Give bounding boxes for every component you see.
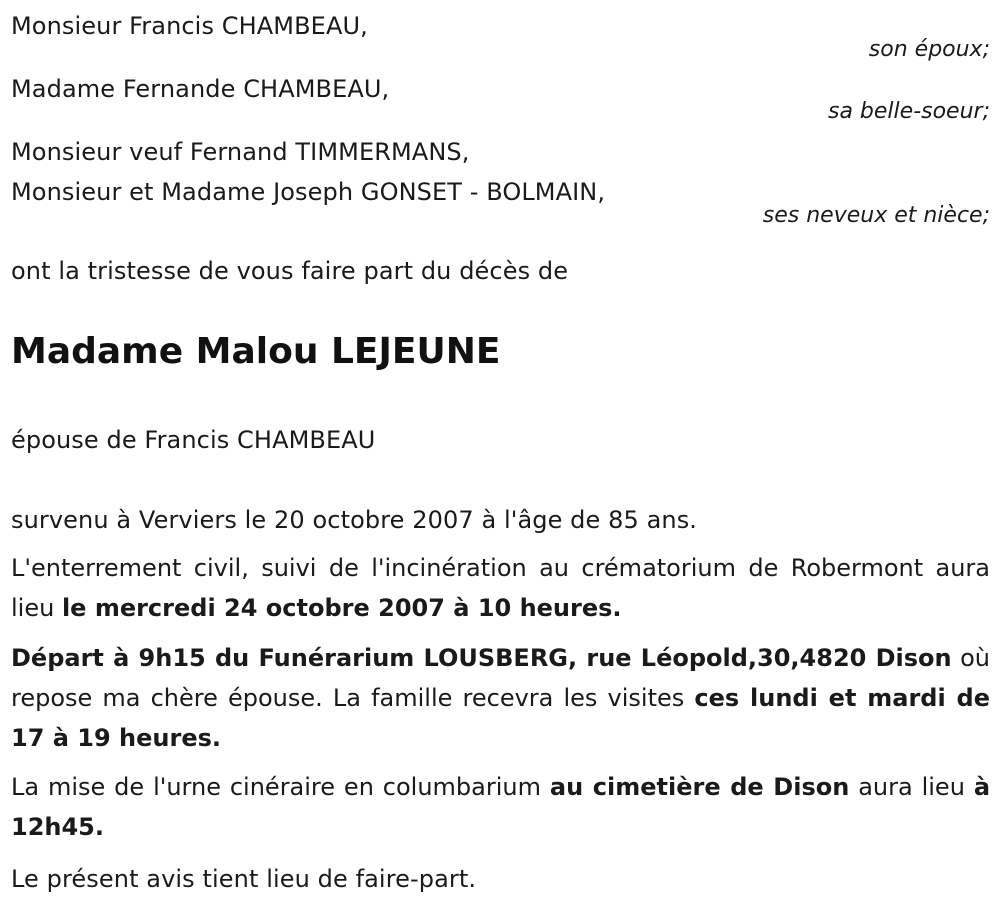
- family-member-line: Monsieur et Madame Joseph GONSET - BOLMAIN,: [11, 178, 606, 206]
- death-details: survenu à Verviers le 20 octobre 2007 à l'âge de 85 ans.: [11, 506, 698, 534]
- urn-text: La mise de l'urne cinéraire en columbarium: [11, 773, 550, 801]
- funeral-date: le mercredi 24 octobre 2007 à 10 heures.: [61, 594, 622, 622]
- family-relation: ses neveux et nièce;: [762, 203, 990, 228]
- family-member-line: Monsieur veuf Fernand TIMMERMANS,: [11, 138, 470, 166]
- spouse-line: épouse de Francis CHAMBEAU: [11, 426, 376, 454]
- urn-paragraph: [11, 767, 990, 847]
- departure-paragraph: [11, 638, 990, 758]
- departure-location: Départ à 9h15 du Funérarium LOUSBERG, rue Léopold,30,4820 Dison: [11, 644, 952, 672]
- urn-location: au cimetière de Dison: [549, 773, 850, 801]
- family-member-line: Madame Fernande CHAMBEAU,: [11, 75, 390, 103]
- family-relation: son époux;: [868, 37, 990, 62]
- urn-time: à 12h45.: [11, 773, 991, 841]
- obituary-notice: [11, 0, 990, 912]
- visiting-hours: ces lundi et mardi de 17 à 19 heures.: [11, 684, 991, 752]
- funeral-text: L'enterrement civil, suivi de l'incinération au crématorium de Robermont aura lieu: [11, 554, 990, 622]
- family-relation: sa belle-soeur;: [828, 99, 990, 124]
- closing-text: Le présent avis tient lieu de faire-part.: [11, 865, 477, 893]
- departure-text: où repose ma chère épouse. La famille recevra les visites: [11, 644, 990, 712]
- deceased-name: Madame Malou LEJEUNE: [11, 331, 501, 372]
- funeral-paragraph: [11, 548, 990, 628]
- family-member-line: Monsieur Francis CHAMBEAU,: [11, 12, 368, 40]
- announcement-text: ont la tristesse de vous faire part du décès de: [11, 257, 569, 285]
- urn-text-2: aura lieu: [849, 773, 974, 801]
